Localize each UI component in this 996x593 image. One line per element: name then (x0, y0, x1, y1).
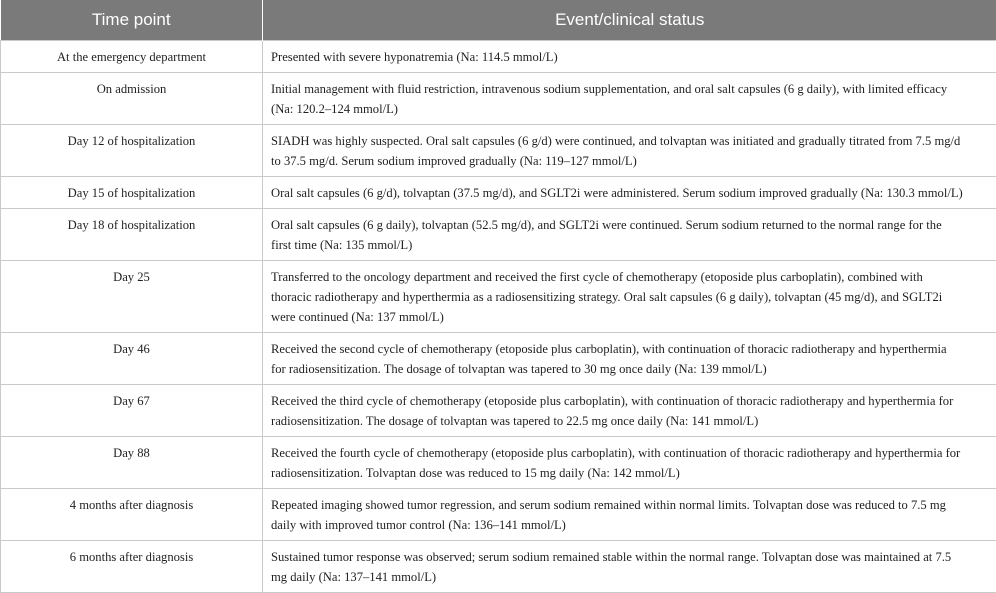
event-cell: Transferred to the oncology department and received the first cycle of chemotherapy (etoposide plus carboplatin), combined with thoracic radiotherapy and hyperthermia as a radiosensitizing strategy. Oral salt capsules (6 g daily), tolvaptan (45 mg/d), and SGLT2i were continued (Na: 137 mmol/L) (263, 261, 996, 333)
event-cell: Received the second cycle of chemotherapy (etoposide plus carboplatin), with continuation of thoracic radiotherapy and hyperthermia for radiosensitization. The dosage of tolvaptan was tapered to 30 mg once daily (Na: 139 mmol/L) (263, 333, 996, 385)
time-point-cell: Day 67 (1, 385, 263, 437)
event-cell: Sustained tumor response was observed; serum sodium remained stable within the normal range. Tolvaptan dose was maintained at 7.5 mg daily (Na: 137–141 mmol/L) (263, 541, 996, 593)
time-point-cell: Day 18 of hospitalization (1, 209, 263, 261)
table-row (1, 385, 996, 437)
table-row (1, 261, 996, 333)
time-point-cell: Day 12 of hospitalization (1, 125, 263, 177)
table-row (1, 177, 996, 209)
header-event-clinical-status: Event/clinical status (263, 0, 996, 41)
table-header (1, 0, 996, 41)
time-point-cell: Day 15 of hospitalization (1, 177, 263, 209)
time-point-cell: 4 months after diagnosis (1, 489, 263, 541)
time-point-cell: Day 88 (1, 437, 263, 489)
event-cell: Oral salt capsules (6 g/d), tolvaptan (37.5 mg/d), and SGLT2i were administered. Serum sodium improved gradually (Na: 130.3 mmol/L) (263, 177, 996, 209)
event-cell: Initial management with fluid restriction, intravenous sodium supplementation, and oral salt capsules (6 g daily), with limited efficacy (Na: 120.2–124 mmol/L) (263, 73, 996, 125)
table-row (1, 333, 996, 385)
header-row (1, 0, 996, 41)
table-body (1, 41, 996, 593)
table-row (1, 209, 996, 261)
time-point-cell: Day 46 (1, 333, 263, 385)
event-cell: Presented with severe hyponatremia (Na: 114.5 mmol/L) (263, 41, 996, 73)
table-row (1, 489, 996, 541)
table-row (1, 125, 996, 177)
time-point-cell: At the emergency department (1, 41, 263, 73)
table-row (1, 41, 996, 73)
event-cell: Repeated imaging showed tumor regression, and serum sodium remained within normal limits. Tolvaptan dose was reduced to 7.5 mg daily with improved tumor control (Na: 136–141 mmol/L) (263, 489, 996, 541)
table-row (1, 73, 996, 125)
time-point-cell: 6 months after diagnosis (1, 541, 263, 593)
table-row (1, 437, 996, 489)
event-cell: Received the third cycle of chemotherapy (etoposide plus carboplatin), with continuation of thoracic radiotherapy and hyperthermia for radiosensitization. The dosage of tolvaptan was tapered to 22.5 mg once daily (Na: 141 mmol/L) (263, 385, 996, 437)
time-point-cell: Day 25 (1, 261, 263, 333)
event-cell: SIADH was highly suspected. Oral salt capsules (6 g/d) were continued, and tolvaptan was initiated and gradually titrated from 7.5 mg/d to 37.5 mg/d. Serum sodium improved gradually (Na: 119–127 mmol/L) (263, 125, 996, 177)
header-time-point: Time point (1, 0, 263, 41)
table-row (1, 541, 996, 593)
event-cell: Oral salt capsules (6 g daily), tolvaptan (52.5 mg/d), and SGLT2i were continued. Serum sodium returned to the normal range for the first time (Na: 135 mmol/L) (263, 209, 996, 261)
time-point-cell: On admission (1, 73, 263, 125)
event-cell: Received the fourth cycle of chemotherapy (etoposide plus carboplatin), with continuation of thoracic radiotherapy and hyperthermia for radiosensitization. Tolvaptan dose was reduced to 15 mg daily (Na: 142 mmol/L) (263, 437, 996, 489)
